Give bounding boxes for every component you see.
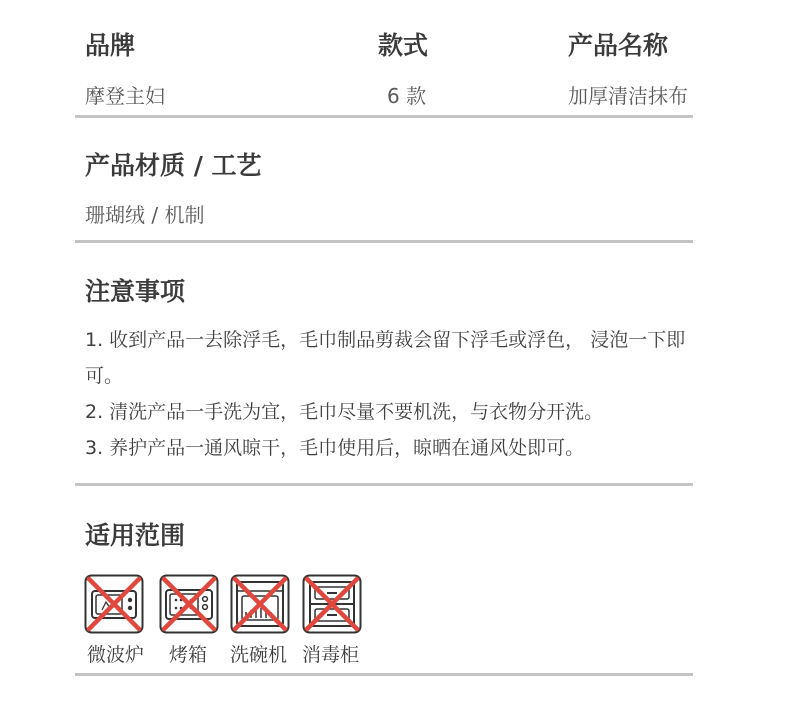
material-value: 珊瑚绒 / 机制 — [85, 203, 205, 227]
divider — [75, 115, 693, 118]
note-item: 2. 清洗产品一手洗为宜，毛巾尽量不要机洗，与衣物分开洗。 — [85, 401, 604, 423]
brand-label: 品牌 — [85, 31, 136, 60]
usage-item-label: 微波炉 — [87, 644, 145, 666]
product-name-label: 产品名称 — [568, 31, 669, 60]
usage-item-label: 洗碗机 — [230, 644, 288, 666]
usage-item-label: 消毒柜 — [302, 644, 360, 666]
note-item: 1. 收到产品一去除浮毛，毛巾制品剪裁会留下浮毛或浮色， 浸泡一下即可。 — [85, 329, 686, 387]
divider — [75, 240, 693, 243]
divider — [75, 673, 693, 676]
note-item: 3. 养护产品一通风晾干，毛巾使用后，晾晒在通风处即可。 — [85, 437, 585, 459]
dishwasher-icon — [230, 574, 290, 634]
sterilizer-cabinet-icon — [302, 574, 362, 634]
material-title: 产品材质 / 工艺 — [85, 151, 262, 180]
microwave-icon — [84, 574, 144, 634]
divider — [75, 483, 693, 486]
notes-list — [85, 322, 695, 466]
usage-item-label: 烤箱 — [169, 644, 208, 666]
product-name-value: 加厚清洁抹布 — [568, 84, 688, 108]
usage-title: 适用范围 — [85, 521, 186, 550]
brand-value: 摩登主妇 — [85, 84, 165, 108]
style-label: 款式 — [378, 31, 429, 60]
oven-icon — [159, 574, 219, 634]
notes-title: 注意事项 — [85, 277, 186, 306]
style-value: 6 款 — [387, 84, 427, 108]
